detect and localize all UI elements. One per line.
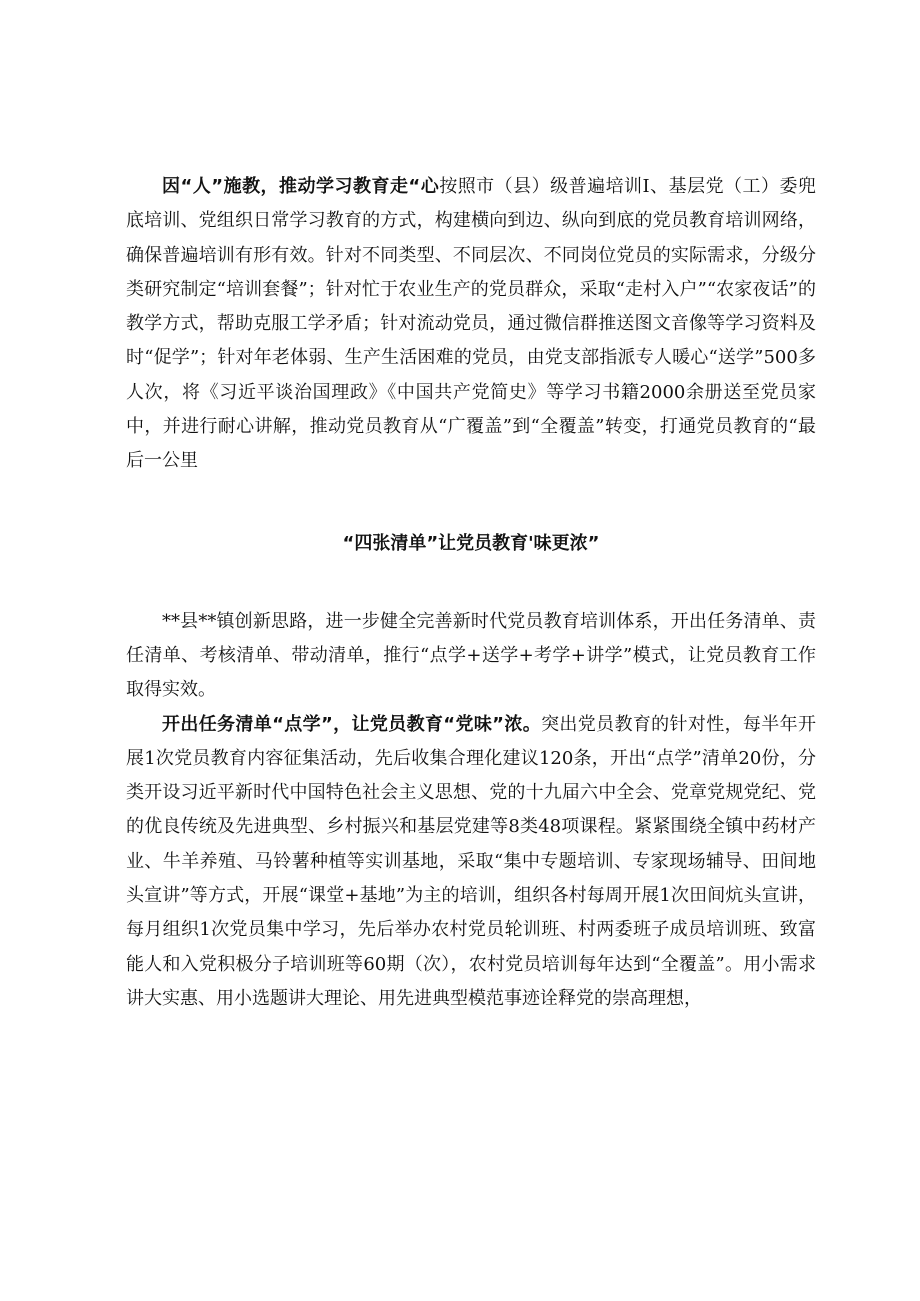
- section-heading: “四张清单”让党员教育'味更浓”: [342, 532, 600, 554]
- paragraph-lead-heading: 开出任务清单“点学”，让党员教育“党味”浓。: [162, 713, 542, 735]
- paragraph-lead-heading: 因“人”施教，推动学习教育走“心: [162, 176, 440, 197]
- paragraph-task-list: [126, 708, 816, 1017]
- paragraph-text: **县**镇创新思路，进一步健全完善新时代党员教育培训体系，开出任务清单、责任清单、考核清单、带动清单，推行“点学+送学+考学+讲学”模式，让党员教育工作取得实效。: [126, 610, 816, 701]
- paragraph-text: 按照市（县）级普遍培训I、基层党（工）委兜底培训、党组织日常学习教育的方式，构建横向到边、纵向到底的党员教育培训网络，确保普遍培训有形有效。针对不同类型、不同层次、不同岗位党员的实际需求，分级分类研究制定“培训套餐”；针对忙于农业生产的党员群众，采取“走村入户”“农家夜话”的教学方式，帮助克服工学矛盾；针对流动党员，通过微信群推送图文音像等学习资料及时“促学”；针对年老体弱、生产生活困难的党员，由党支部指派专人暖心“送学”500多人次，将《习近平谈治国理政》《中国共产党简史》等学习书籍2000余册送至党员家中，并进行耐心讲解，推动党员教育从“广覆盖”到“全覆盖”转变，打通党员教育的“最后一公里: [126, 176, 816, 472]
- paragraph-intro: [126, 605, 816, 708]
- paragraph-text: 突出党员教育的针对性，每半年开展1次党员教育内容征集活动，先后收集合理化建议120条，开出“点学”清单20份，分类开设习近平新时代中国特色社会主义思想、党的十九届六中全会、党章党规党纪、党的优良传统及先进典型、乡村振兴和基层党建等8类48项课程。紧紧围绕全镇中药材产业、牛羊养殖、马铃薯种植等实训基地，采取“集中专题培训、专家现场辅导、田间地头宣讲”等方式，开展“课堂+基地”为主的培训，组织各村每周开展1次田间炕头宣讲，每月组织1次党员集中学习，先后举办农村党员轮训班、村两委班子成员培训班、致富能人和入党积极分子培训班等60期（次），农村党员培训每年达到“全覆盖”。用小需求讲大实惠、用小选题讲大理论、用先进典型模范事迹诠释党的崇高理想，: [126, 713, 816, 1009]
- paragraph-training-methods: [126, 170, 816, 479]
- document-body: [126, 170, 816, 1016]
